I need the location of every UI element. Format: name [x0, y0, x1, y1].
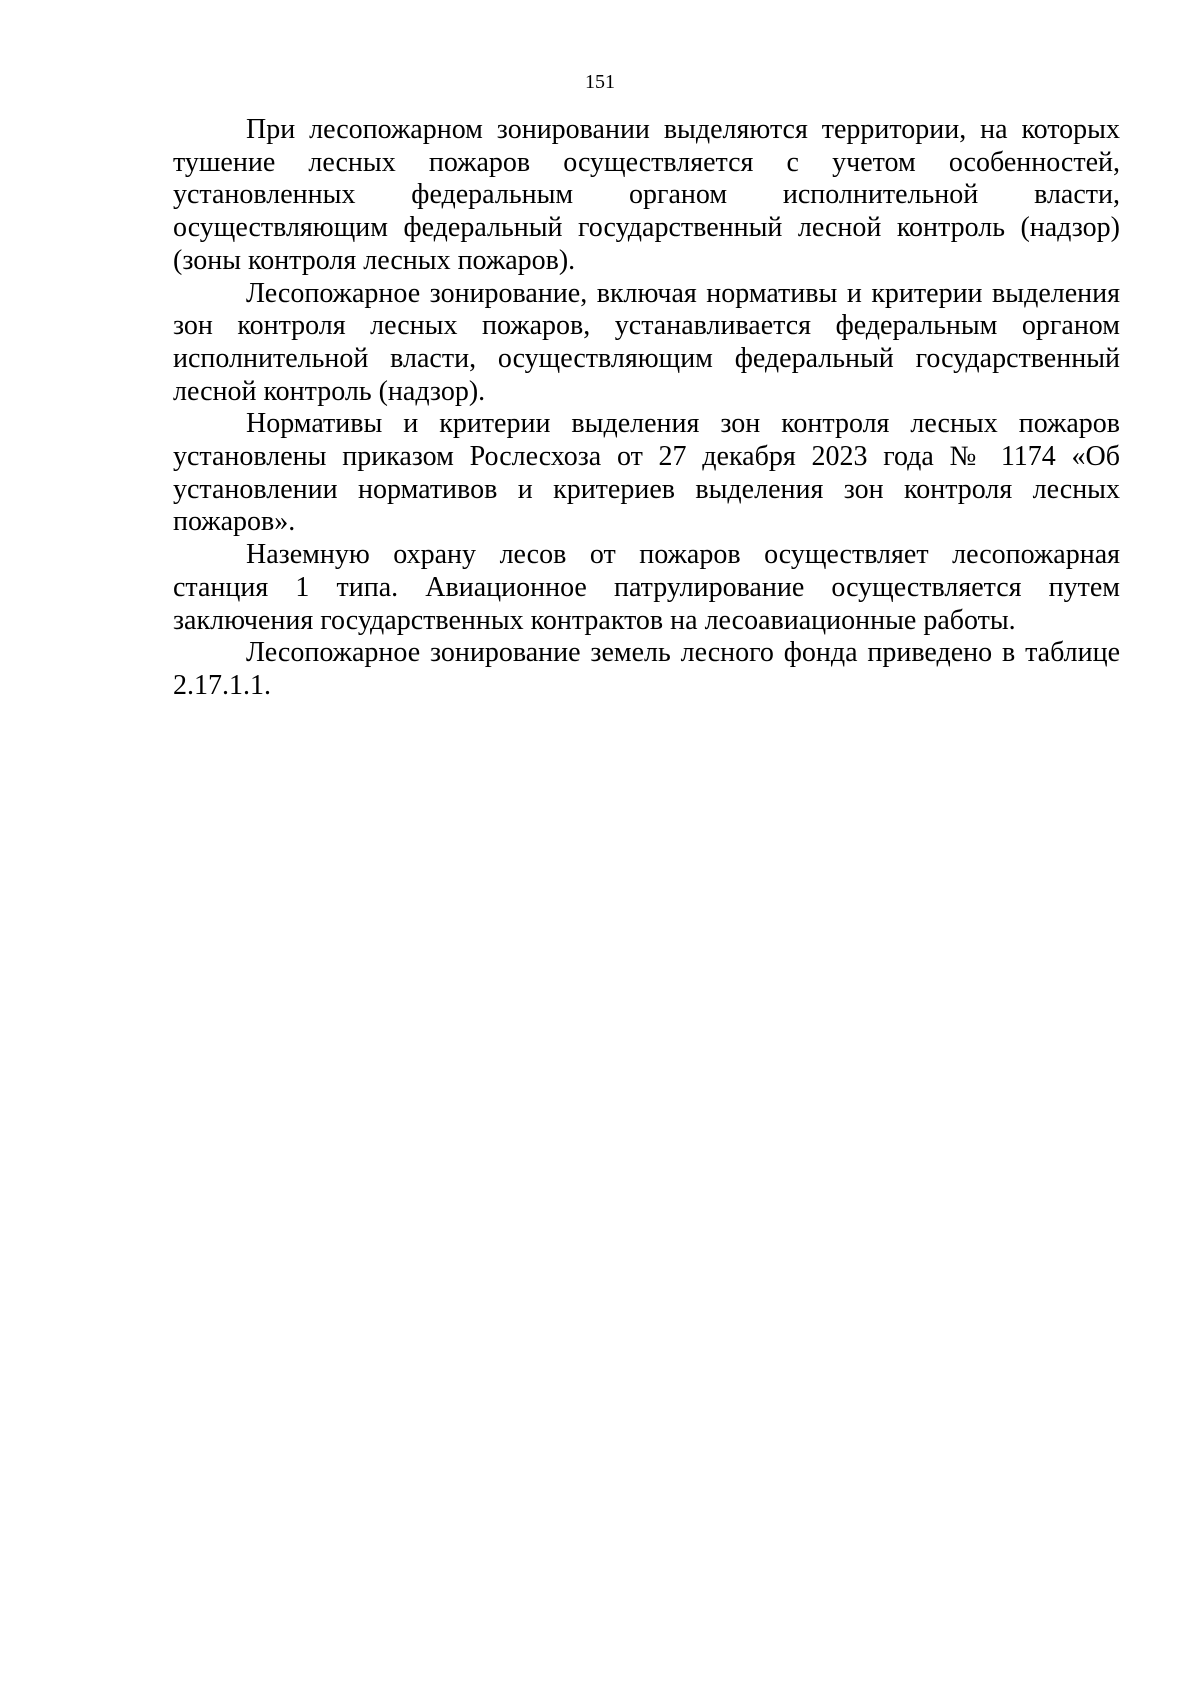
page-number: 151 — [585, 71, 615, 93]
paragraph-fire-zoning-standards: Лесопожарное зонирование, включая нормативы и критерии выделения зон контроля лесных пожаров, устанавливается федеральным органом исполнительной власти, осуществляющим федеральный государственный лесной контроль (надзор). — [173, 277, 1120, 407]
paragraph-table-reference: Лесопожарное зонирование земель лесного фонда приведено в таблице 2.17.1.1. — [173, 637, 1120, 701]
paragraph-rosleskhoz-order: Нормативы и критерии выделения зон контроля лесных пожаров установлены приказом Рослесхоза от 27 декабря 2023 года № 1174 «Об установлении нормативов и критериев выделения зон контроля лесных пожаров». — [173, 408, 1120, 538]
paragraph-fire-zoning-territories: При лесопожарном зонировании выделяются территории, на которых тушение лесных пожаров осуществляется с учетом особенностей, установленных федеральным органом исполнительной власти, осуществляющим федеральный государственный лесной контроль (надзор) (зоны контроля лесных пожаров). — [173, 114, 1120, 276]
document-body — [173, 114, 1120, 703]
paragraph-ground-and-aviation-protection: Наземную охрану лесов от пожаров осуществляет лесопожарная станция 1 типа. Авиационное патрулирование осуществляется путем заключения государственных контрактов на лесоавиационные работы. — [173, 539, 1120, 636]
